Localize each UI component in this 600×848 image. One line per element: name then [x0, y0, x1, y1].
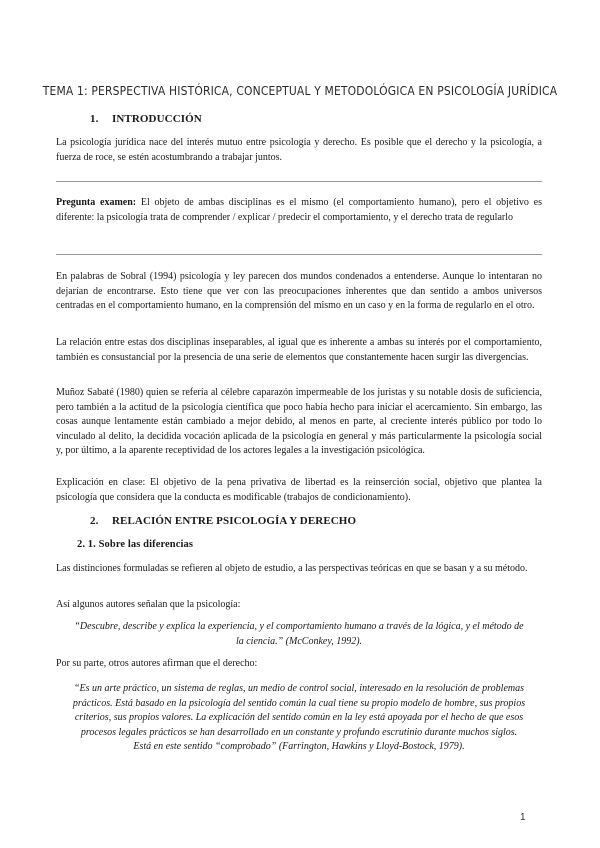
exam-label: Pregunta examen:	[56, 197, 137, 208]
exam-question-paragraph	[56, 196, 542, 225]
document-title: TEMA 1: PERSPECTIVA HISTÓRICA, CONCEPTUAL Y METODOLÓGICA EN PSICOLOGÍA JURÍDICA	[42, 83, 558, 98]
quote-citation: (Farrington, Hawkins y Lloyd-Bostock, 1979).	[276, 741, 465, 752]
page-number: 1	[520, 812, 526, 823]
divider-bottom	[56, 254, 542, 255]
paragraph-psicologia-intro: Así algunos autores señalan que la psicología:	[56, 599, 241, 610]
section-label: RELACIÓN ENTRE PSICOLOGÍA Y DERECHO	[112, 515, 357, 527]
quote-mcconkey	[72, 620, 526, 649]
section-number: 2.	[90, 515, 99, 527]
quote-citation: (McConkey, 1992).	[283, 635, 363, 647]
section-number: 1.	[90, 113, 99, 125]
exam-text: El objeto de ambas disciplinas es el mismo (el comportamiento humano), pero el objetivo es diferente: la psicología trata de comprender / explicar / predecir el comportamiento, y el derecho trata de regularlo	[56, 197, 542, 223]
paragraph-munoz-sabate: Muñoz Sabaté (1980) quien se refería al célebre caparazón impermeable de los juristas y su notable dosis de suficiencia, pero también a la actitud de la psicología científica que poco había hecho para iniciar el acercamiento. Sin embargo, las cosas aunque lentamente están cambiado a mejor debido, al menos en parte, al creciente interés público por todo lo vinculado al delito, la decidida vocación aplicada de la psicología en general y más particularmente la psicología social y, por último, a la aparente receptividad de los actores legales a la investigación psicológica.	[56, 387, 542, 456]
quote-text: “Es un arte práctico, un sistema de reglas, un medio de control social, interesado en la resolución de problemas prácticos. Está basado en la psicología del sentido común la cual tiene su propio modelo de hombre, sus propios criterios, sus propios valores. La explicación del sentido común en la ley está apoyada por el hecho de que esos procesos legales prácticos se han desarrollado en un constante y profundo escrutinio durante muchos siglos. Está en este sentido “comprobado”	[72, 683, 526, 752]
paragraph-relacion: La relación entre estas dos disciplinas inseparables, al igual que es inherente a ambas su interés por el comportamiento, también es consustancial por la presencia de una serie de elementos que constantemente hacen surgir las divergencias.	[56, 337, 542, 363]
section-heading-introduccion	[90, 113, 202, 125]
intro-paragraph: La psicología jurídica nace del interés mutuo entre psicología y derecho. Es posible que el derecho y la psicología, a fuerza de roce, se estén acostumbrando a trabajar juntos.	[56, 137, 542, 163]
paragraph-distinciones: Las distinciones formuladas se refieren al objeto de estudio, a las perspectivas teóricas en que se basan y a su método.	[56, 563, 528, 574]
divider-top	[56, 181, 542, 182]
section-heading-relacion	[90, 515, 356, 527]
subsection-heading-diferencias: 2. 1. Sobre las diferencias	[77, 539, 194, 550]
quote-farrington	[72, 682, 526, 755]
section-label: INTRODUCCIÓN	[112, 113, 202, 125]
paragraph-explicacion-clase: Explicación en clase: El objetivo de la pena privativa de libertad es la reinserción social, objetivo que plantea la psicología que considera que la conducta es modificable (trabajos de condicionamiento).	[56, 477, 542, 503]
paragraph-sobral: En palabras de Sobral (1994) psicología y ley parecen dos mundos condenados a entenderse. Aunque lo intentaran no dejarían de encontrarse. Esto tiene que ver con las preocupaciones inherentes que dan sentido a ambos universos centradas en el comportamiento humano, en la comprensión del mismo en un caso y en la forma de regularlo en el otro.	[56, 271, 542, 311]
quote-text: “Descubre, describe y explica la experiencia, y el comportamiento humano a través de la lógica, y el método de la ciencia.”	[74, 621, 524, 647]
paragraph-derecho-intro: Por su parte, otros autores afirman que el derecho:	[56, 658, 258, 669]
